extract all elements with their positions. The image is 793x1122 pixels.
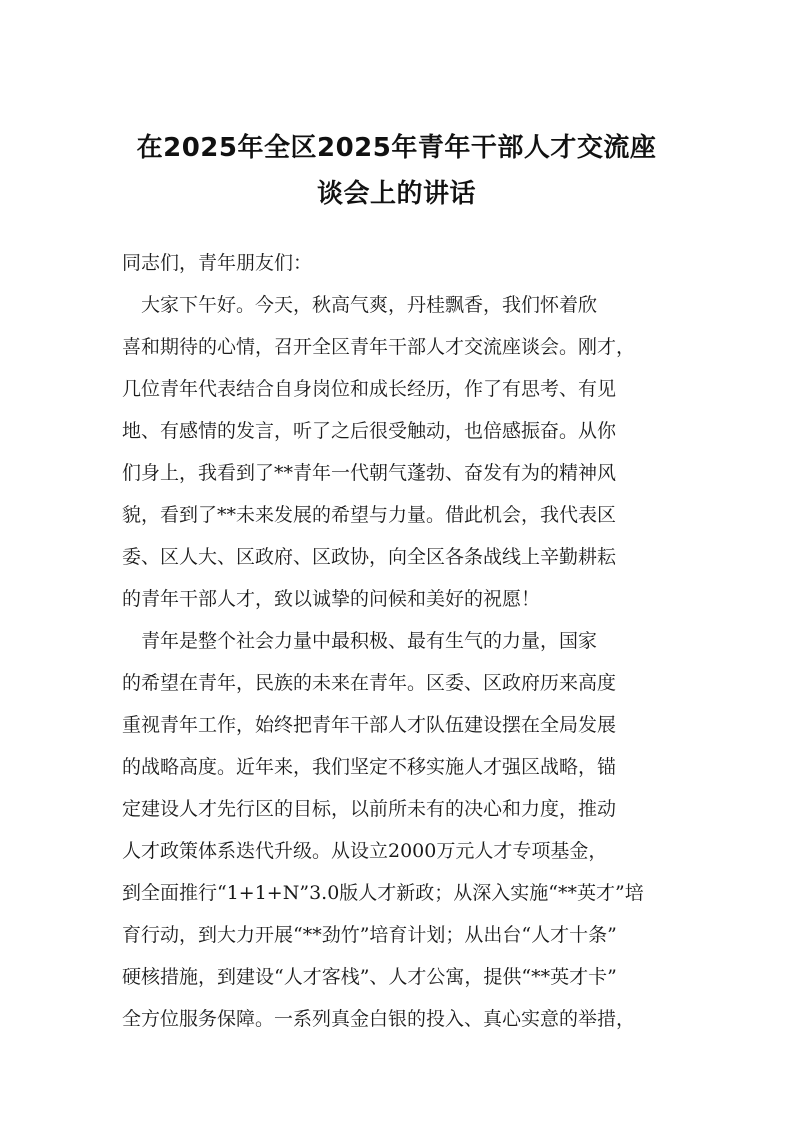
- paragraph-line: 的青年干部人才，致以诚挚的问候和美好的祝愿！: [122, 588, 541, 610]
- document-title-line-2: 谈会上的讲话: [316, 179, 476, 209]
- paragraph-line: 人才政策体系迭代升级。从设立2000万元人才专项基金，: [122, 840, 608, 862]
- paragraph-line: 们身上，我看到了**青年一代朝气蓬勃、奋发有为的精神风: [122, 462, 617, 484]
- document-title-line-1: 在2025年全区2025年青年干部人才交流座: [136, 133, 657, 163]
- paragraph-line: 重视青年工作，始终把青年干部人才队伍建设摆在全局发展: [122, 714, 617, 736]
- paragraph-line: 大家下午好。今天，秋高气爽，丹桂飘香，我们怀着欣: [122, 294, 598, 316]
- paragraph-line: 硬核措施，到建设“人才客栈”、人才公寓，提供“**英才卡”: [122, 966, 617, 988]
- paragraph-line: 青年是整个社会力量中最积极、最有生气的力量，国家: [122, 630, 598, 652]
- paragraph-line: 几位青年代表结合自身岗位和成长经历，作了有思考、有见: [122, 378, 617, 400]
- paragraph-line: 定建设人才先行区的目标，以前所未有的决心和力度，推动: [122, 798, 617, 820]
- paragraph-line: 貌，看到了**未来发展的希望与力量。借此机会，我代表区: [122, 504, 617, 526]
- paragraph-line: 的战略高度。近年来，我们坚定不移实施人才强区战略，锚: [122, 756, 617, 778]
- paragraph-line: 育行动，到大力开展“**劲竹”培育计划；从出台“人才十条”: [122, 924, 617, 946]
- paragraph-line: 全方位服务保障。一系列真金白银的投入、真心实意的举措，: [122, 1008, 636, 1030]
- paragraph-line: 喜和期待的心情，召开全区青年干部人才交流座谈会。刚才，: [122, 336, 636, 358]
- paragraph-line: 地、有感情的发言，听了之后很受触动，也倍感振奋。从你: [122, 420, 617, 442]
- salutation: 同志们，青年朋友们：: [122, 252, 313, 274]
- paragraph-line: 的希望在青年，民族的未来在青年。区委、区政府历来高度: [122, 672, 617, 694]
- paragraph-line: 委、区人大、区政府、区政协，向全区各条战线上辛勤耕耘: [122, 546, 617, 568]
- paragraph-line: 到全面推行“1+1+N”3.0版人才新政；从深入实施“**英才”培: [122, 882, 644, 904]
